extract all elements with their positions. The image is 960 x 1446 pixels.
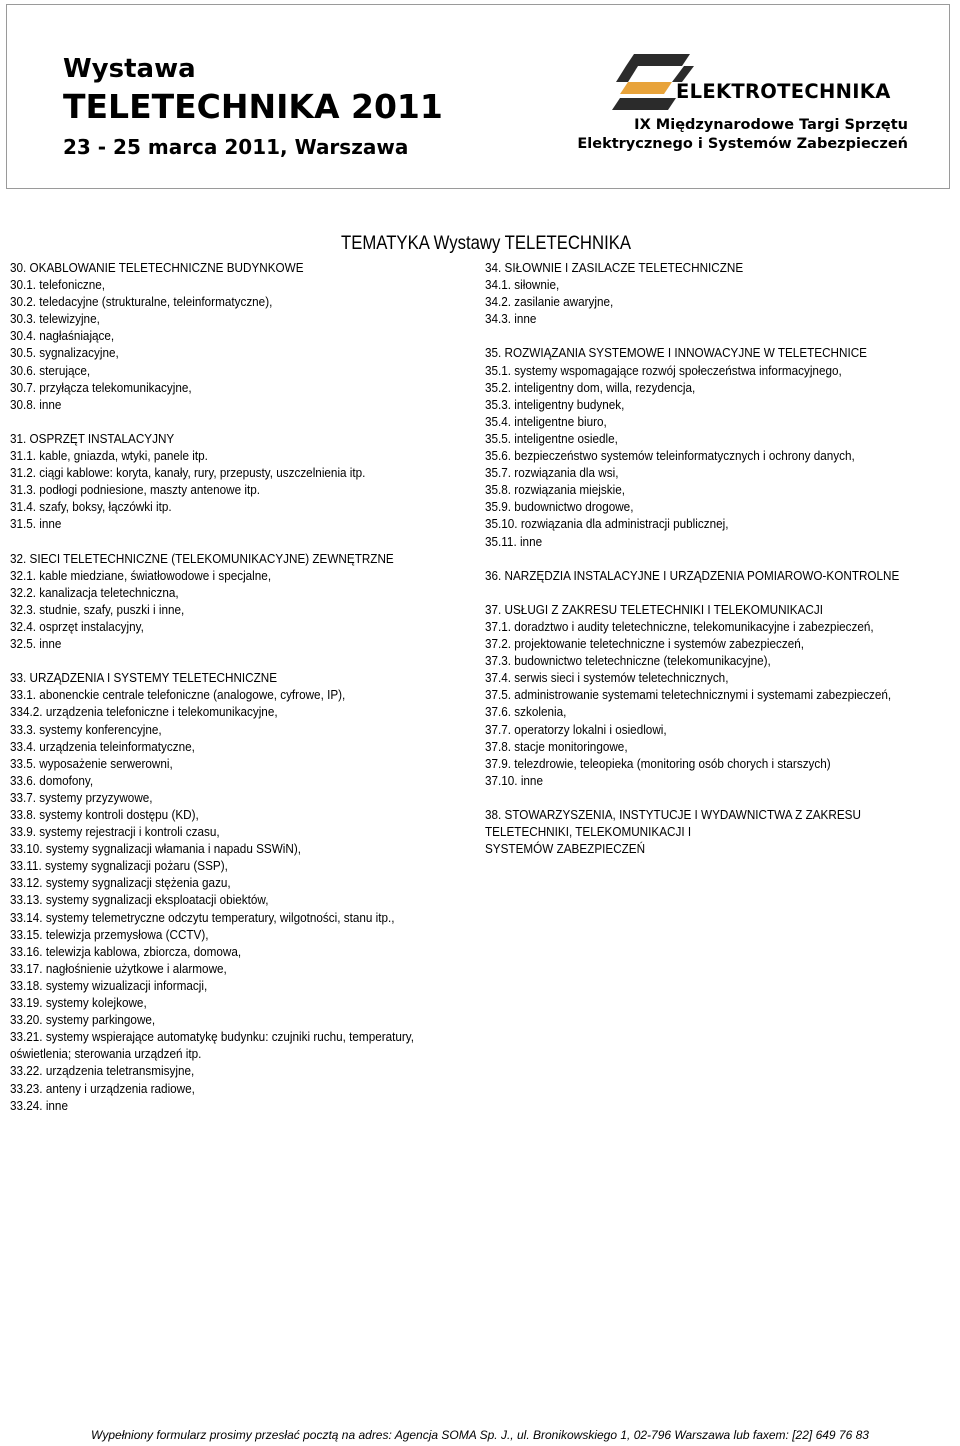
list-item: 37.10. inne bbox=[485, 773, 543, 788]
list-item: 32.5. inne bbox=[10, 637, 62, 652]
spacer bbox=[485, 790, 945, 807]
list-item: 31.1. kable, gniazda, wtyki, panele itp. bbox=[10, 449, 208, 464]
fair-line-2: Elektrycznego i Systemów Zabezpieczeń bbox=[577, 136, 908, 152]
list-item: 37.8. stacje monitoringowe, bbox=[485, 739, 628, 754]
list-item: 34.2. zasilanie awaryjne, bbox=[485, 295, 614, 310]
list-item: oświetlenia; sterowania urządzeń itp. bbox=[10, 1047, 202, 1062]
list-item: 33.12. systemy sygnalizacji stężenia gazu, bbox=[10, 876, 231, 891]
category-heading: 38. STOWARZYSZENIA, INSTYTUCJE I WYDAWNICTWA Z ZAKRESU bbox=[485, 808, 861, 822]
list-item: 34.3. inne bbox=[485, 312, 537, 327]
list-item: 33.10. systemy sygnalizacji włamania i napadu SSWiN), bbox=[10, 842, 301, 857]
list-item: 31.3. podłogi podniesione, maszty antenowe itp. bbox=[10, 483, 261, 498]
category-heading: 35. ROZWIĄZANIA SYSTEMOWE I INNOWACYJNE W TELETECHNICE bbox=[485, 346, 867, 361]
list-item: 33.22. urządzenia teletransmisyjne, bbox=[10, 1064, 195, 1079]
list-item: 33.18. systemy wizualizacji informacji, bbox=[10, 978, 208, 993]
right-column bbox=[485, 260, 945, 858]
category-heading: 34. SIŁOWNIE I ZASILACZE TELETECHNICZNE bbox=[485, 261, 744, 275]
list-item: 35.5. inteligentne osiedle, bbox=[485, 431, 618, 446]
spacer bbox=[10, 534, 450, 551]
event-title-block bbox=[63, 51, 443, 165]
list-item: 30.4. nagłaśniające, bbox=[10, 329, 115, 344]
list-item: 30.1. telefoniczne, bbox=[10, 278, 106, 293]
list-item: SYSTEMÓW ZABEZPIECZEŃ bbox=[485, 842, 646, 857]
category-heading: 36. NARZĘDZIA INSTALACYJNE I URZĄDZENIA POMIAROWO-KONTROLNE bbox=[485, 568, 900, 583]
logo-mark-top bbox=[626, 54, 690, 66]
list-item: 30.8. inne bbox=[10, 397, 62, 412]
list-item: 33.9. systemy rejestracji i kontroli czasu, bbox=[10, 825, 220, 840]
list-item: 33.16. telewizja kablowa, zbiorcza, domowa, bbox=[10, 944, 242, 959]
spacer bbox=[485, 585, 945, 602]
list-item: 37.7. operatorzy lokalni i osiedlowi, bbox=[485, 722, 667, 737]
list-item: 35.4. inteligentne biuro, bbox=[485, 414, 607, 429]
list-item: 33.7. systemy przyzywowe, bbox=[10, 790, 153, 805]
list-item: 37.9. telezdrowie, teleopieka (monitoring osób chorych i starszych) bbox=[485, 756, 831, 771]
list-item: 33.19. systemy kolejkowe, bbox=[10, 996, 147, 1011]
category-heading: 32. SIECI TELETECHNICZNE (TELEKOMUNIKACYJNE) ZEWNĘTRZNE bbox=[10, 551, 394, 566]
category-heading: 31. OSPRZĘT INSTALACYJNY bbox=[10, 431, 175, 446]
list-item: 33.14. systemy telemetryczne odczytu temperatury, wilgotności, stanu itp., bbox=[10, 910, 395, 925]
list-item: 35.7. rozwiązania dla wsi, bbox=[485, 466, 619, 481]
list-item: 30.2. teledacyjne (strukturalne, teleinformatyczne), bbox=[10, 295, 273, 310]
list-item: 37.1. doradztwo i audity teletechniczne, telekomunikacyjne i zabezpieczeń, bbox=[485, 619, 874, 634]
list-item: 30.5. sygnalizacyjne, bbox=[10, 346, 119, 361]
list-item: 31.5. inne bbox=[10, 517, 62, 532]
spacer bbox=[485, 328, 945, 345]
category-heading: 37. USŁUGI Z ZAKRESU TELETECHNIKI I TELEKOMUNIKACJI bbox=[485, 602, 824, 617]
list-item: 33.8. systemy kontroli dostępu (KD), bbox=[10, 808, 199, 822]
list-item: 37.3. budownictwo teletechniczne (telekomunikacyjne), bbox=[485, 654, 771, 669]
list-item: 32.2. kanalizacja teletechniczna, bbox=[10, 585, 179, 600]
event-line-2: TELETECHNIKA 2011 bbox=[63, 87, 443, 126]
fair-subtitle bbox=[577, 116, 908, 154]
list-item: 35.10. rozwiązania dla administracji publicznej, bbox=[485, 517, 729, 532]
footer-note: Wypełniony formularz prosimy przesłać pocztą na adres: Agencja SOMA Sp. J., ul. Bronikowskiego 1, 02-796 Warszawa lub faxem: [22] 649 76 83 bbox=[91, 1428, 869, 1442]
logo-wordmark: ELEKTROTECHNIKA bbox=[676, 80, 891, 103]
list-item: 33.3. systemy konferencyjne, bbox=[10, 722, 162, 737]
list-item: 33.13. systemy sygnalizacji eksploatacji obiektów, bbox=[10, 893, 269, 908]
list-item: 334.2. urządzenia telefoniczne i telekomunikacyjne, bbox=[10, 705, 278, 720]
list-item: 33.15. telewizja przemysłowa (CCTV), bbox=[10, 927, 209, 942]
logo-mark-bottom bbox=[612, 98, 676, 110]
list-item: 30.6. sterujące, bbox=[10, 363, 91, 378]
list-item: 33.1. abonenckie centrale telefoniczne (analogowe, cyfrowe, IP), bbox=[10, 688, 346, 703]
list-item: 33.5. wyposażenie serwerowni, bbox=[10, 756, 173, 771]
list-item: 35.9. budownictwo drogowe, bbox=[485, 500, 634, 515]
logo-mark-left bbox=[616, 66, 638, 82]
list-item: 31.2. ciągi kablowe: koryta, kanały, rury, przepusty, uszczelnienia itp. bbox=[10, 466, 366, 481]
list-item: 35.2. inteligentny dom, willa, rezydencja, bbox=[485, 380, 696, 395]
page-title: TEMATYKA Wystawy TELETECHNIKA bbox=[341, 233, 632, 254]
spacer bbox=[10, 414, 450, 431]
list-item: 30.7. przyłącza telekomunikacyjne, bbox=[10, 380, 192, 395]
spacer bbox=[485, 551, 945, 568]
logo-mark-middle bbox=[620, 82, 672, 94]
list-item: 35.6. bezpieczeństwo systemów teleinformatycznych i ochrony danych, bbox=[485, 449, 855, 464]
list-item: 33.17. nagłośnienie użytkowe i alarmowe, bbox=[10, 961, 227, 976]
list-item: 35.1. systemy wspomagające rozwój społeczeństwa informacyjnego, bbox=[485, 363, 842, 378]
list-item: 33.24. inne bbox=[10, 1098, 68, 1113]
event-dates: 23 - 25 marca 2011, Warszawa bbox=[63, 135, 409, 159]
list-item: 33.11. systemy sygnalizacji pożaru (SSP), bbox=[10, 859, 228, 874]
list-item: 33.20. systemy parkingowe, bbox=[10, 1013, 156, 1028]
category-heading: 30. OKABLOWANIE TELETECHNICZNE BUDYNKOWE bbox=[10, 261, 304, 275]
list-item: 33.23. anteny i urządzenia radiowe, bbox=[10, 1081, 195, 1096]
list-item: TELETECHNIKI, TELEKOMUNIKACJI I bbox=[485, 825, 692, 840]
list-item: 35.3. inteligentny budynek, bbox=[485, 397, 625, 412]
category-heading: 33. URZĄDZENIA I SYSTEMY TELETECHNICZNE bbox=[10, 671, 278, 686]
list-item: 33.4. urządzenia teleinformatyczne, bbox=[10, 739, 195, 754]
list-item: 32.1. kable miedziane, światłowodowe i specjalne, bbox=[10, 568, 272, 583]
list-item: 37.4. serwis sieci i systemów teletechnicznych, bbox=[485, 671, 729, 686]
left-column bbox=[10, 260, 450, 1115]
list-item: 33.21. systemy wspierające automatykę budynku: czujniki ruchu, temperatury, bbox=[10, 1030, 415, 1045]
spacer bbox=[10, 653, 450, 670]
fair-line-1: IX Międzynarodowe Targi Sprzętu bbox=[634, 117, 908, 133]
list-item: 33.6. domofony, bbox=[10, 773, 94, 788]
list-item: 35.8. rozwiązania miejskie, bbox=[485, 483, 625, 498]
list-item: 32.3. studnie, szafy, puszki i inne, bbox=[10, 602, 185, 617]
list-item: 37.6. szkolenia, bbox=[485, 705, 567, 720]
list-item: 34.1. siłownie, bbox=[485, 278, 560, 293]
list-item: 35.11. inne bbox=[485, 534, 543, 549]
list-item: 30.3. telewizyjne, bbox=[10, 312, 100, 327]
list-item: 32.4. osprzęt instalacyjny, bbox=[10, 619, 144, 634]
list-item: 31.4. szafy, boksy, łączówki itp. bbox=[10, 500, 172, 515]
list-item: 37.5. administrowanie systemami teletechnicznymi i systemami zabezpieczeń, bbox=[485, 688, 892, 703]
event-line-1: Wystawa bbox=[63, 54, 196, 84]
list-item: 37.2. projektowanie teletechniczne i systemów zabezpieczeń, bbox=[485, 637, 805, 652]
